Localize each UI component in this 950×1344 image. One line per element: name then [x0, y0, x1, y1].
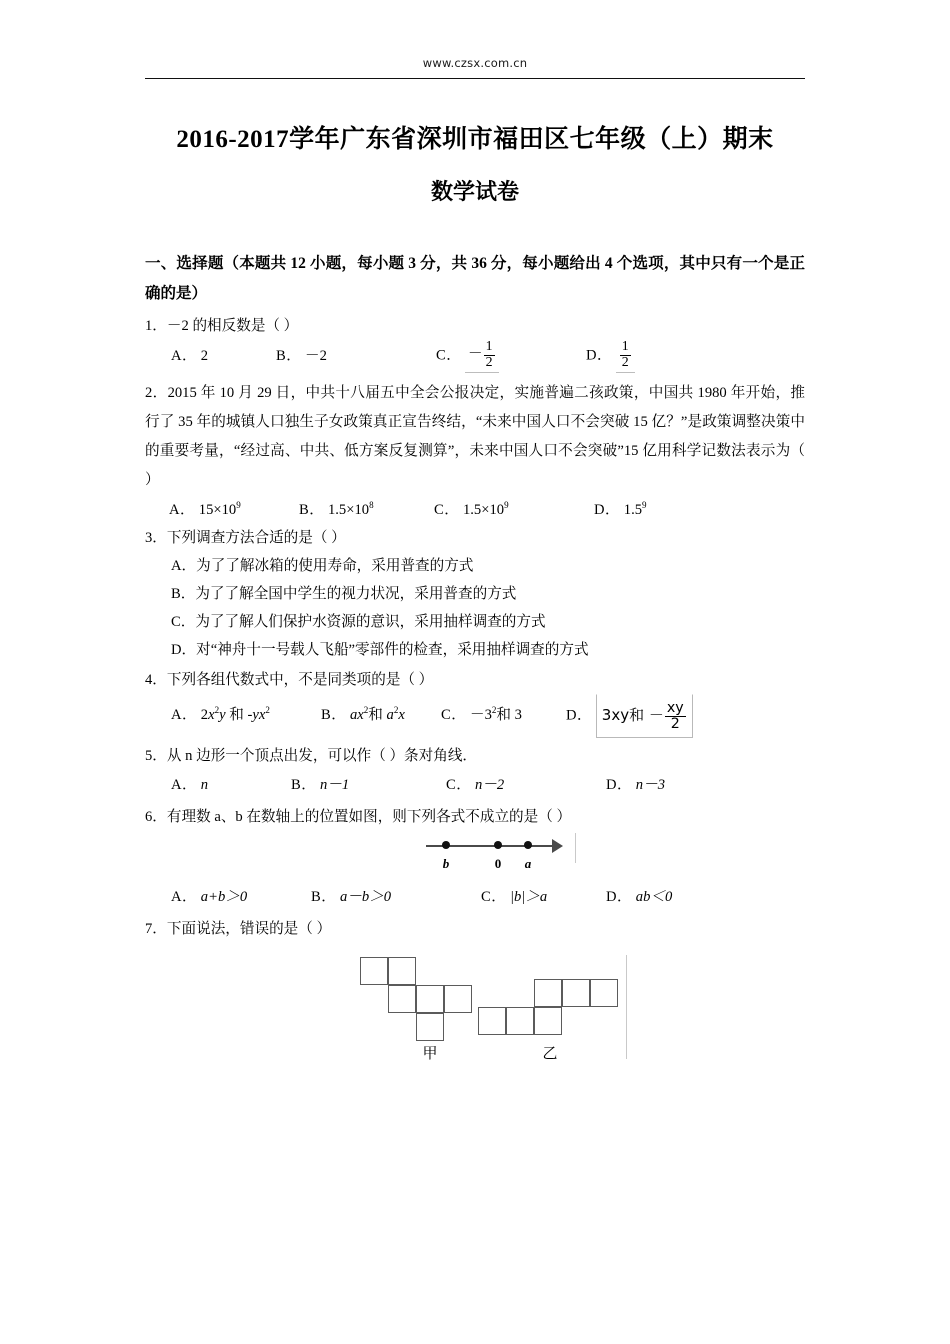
- question-5-number: 5．: [145, 748, 167, 765]
- option-3-b-value: 为了了解全国中学生的视力状况，采用普查的方式: [195, 585, 517, 602]
- number-line-point-a: [524, 841, 532, 849]
- net-jia-cell-r1c2: [388, 957, 416, 985]
- number-line-point-b: [442, 841, 450, 849]
- option-2-b-label: B．: [299, 501, 325, 518]
- question-2: [145, 379, 805, 524]
- option-3-a[interactable]: [171, 552, 805, 580]
- option-2-c-label: C．: [434, 501, 460, 518]
- question-4-text: 下列各组代数式中，不是同类项的是（ ）: [166, 672, 434, 689]
- option-1-a-label: A．: [171, 348, 198, 365]
- question-1-options: [145, 340, 805, 372]
- question-7-text: 下面说法，错误的是（ ）: [166, 921, 332, 938]
- option-3-c-value: 为了了解人们保护水资源的意识，采用抽样调查的方式: [195, 614, 546, 630]
- fraction-1-c-numerator: 1: [485, 339, 493, 355]
- option-1-c[interactable]: [436, 340, 586, 372]
- net-yi-cell-r1c5: [590, 979, 618, 1007]
- option-4-c-label: C．: [441, 707, 467, 724]
- option-1-c-label: C．: [436, 347, 462, 364]
- option-5-a[interactable]: [171, 771, 291, 799]
- question-2-text: 2015 年 10 月 29 日，中共十八届五中全会公报决定，实施普遍二孩政策，中国共 1980 年开始，推行了 35 年的城镇人口独生子女政策真正宣告终结，“未来中国人口不会突破 15 亿？”是政策调整决策中的重要考量，“经过高、中共、低方案反复测算”，未来中国人口不会突破”15 亿用科学记数法表示为（ ）: [145, 384, 805, 489]
- question-5: [145, 742, 805, 799]
- option-2-b-exponent: 8: [369, 500, 374, 511]
- option-1-b-label: B．: [276, 348, 302, 365]
- net-jia-caption: 甲: [422, 1044, 438, 1063]
- option-6-b-label: B．: [311, 889, 337, 906]
- option-1-a-value: 2: [200, 348, 209, 365]
- fraction-4-d: [665, 701, 686, 732]
- option-2-d-exponent: 9: [642, 500, 647, 511]
- question-2-stem: [145, 379, 805, 496]
- option-2-a-exponent: 9: [236, 500, 241, 511]
- option-2-b[interactable]: [299, 496, 434, 524]
- page-header: [145, 0, 805, 79]
- option-6-c-label: C．: [481, 889, 507, 906]
- option-6-b-value: a－b＞0: [339, 889, 392, 906]
- option-3-b-label: B．: [171, 585, 196, 602]
- arrow-right-icon: [552, 839, 563, 853]
- fraction-1-c-denominator: 2: [485, 354, 493, 370]
- cube-nets-diagram: [338, 949, 638, 1061]
- option-1-b-value: －2: [304, 348, 327, 365]
- question-1: [145, 312, 805, 372]
- option-5-d-value: n－3: [635, 776, 665, 793]
- option-2-a-label: A．: [169, 501, 196, 518]
- option-6-b[interactable]: [311, 883, 481, 911]
- net-yi-cell-r1c3: [534, 979, 562, 1007]
- number-line-diagram: [418, 835, 572, 871]
- option-5-c[interactable]: [446, 771, 606, 799]
- option-5-c-label: C．: [446, 776, 472, 793]
- question-5-options: [145, 770, 805, 799]
- number-line-point-0: [494, 841, 502, 849]
- net-jia-cell-r2c4: [444, 985, 472, 1013]
- exam-content: [145, 207, 805, 1062]
- question-3-text: 下列调查方法合适的是（ ）: [166, 529, 346, 546]
- option-4-b-label: B．: [321, 707, 347, 724]
- question-3-options: [145, 552, 805, 664]
- page-subtitle: 数学试卷: [430, 179, 519, 205]
- option-3-d-value: 对“神舟十一号载人飞船”零部件的检查，采用抽样调查的方式: [196, 642, 589, 659]
- net-jia-cell-r3c3: [416, 1013, 444, 1041]
- question-7-stem: [145, 915, 805, 943]
- option-4-d-value: [596, 694, 693, 738]
- option-3-c-label: C．: [171, 614, 196, 630]
- question-4-number: 4．: [145, 672, 167, 689]
- question-6-options: [145, 883, 805, 912]
- option-3-b[interactable]: [171, 580, 805, 608]
- option-3-d[interactable]: [171, 636, 805, 664]
- option-3-c[interactable]: [171, 608, 805, 636]
- option-5-a-value: n: [200, 776, 209, 793]
- option-4-b[interactable]: [321, 697, 441, 735]
- option-6-a-label: A．: [171, 889, 198, 906]
- question-2-number: 2．: [145, 384, 168, 401]
- net-jia-cell-r2c3: [416, 985, 444, 1013]
- number-line-label-a: a: [524, 855, 532, 871]
- question-3-number: 3．: [145, 529, 167, 546]
- option-2-d[interactable]: [594, 496, 647, 524]
- option-3-d-label: D．: [171, 642, 197, 659]
- option-2-d-label: D．: [594, 501, 621, 518]
- option-1-d[interactable]: [586, 340, 635, 372]
- option-4-d[interactable]: [566, 694, 693, 738]
- question-6-text: 有理数 a、b 在数轴上的位置如图，则下列各式不成立的是（ ）: [166, 808, 572, 825]
- question-1-number: 1．: [145, 318, 167, 335]
- figure-right-rule: [575, 833, 576, 863]
- number-line-label-b: b: [442, 855, 450, 871]
- option-6-d[interactable]: [606, 883, 672, 911]
- net-yi-cell-r2c3: [534, 1007, 562, 1035]
- option-4-d-lead: 3xy和 －: [601, 706, 664, 725]
- question-5-text: 从 n 边形一个顶点出发，可以作（ ）条对角线．: [166, 748, 478, 765]
- option-4-a-value: $2x^2y$ 和 $-yx^2$: [200, 705, 270, 724]
- section-heading: 一、选择题（本题共 12 小题，每小题 3 分，共 36 分，每小题给出 4 个选项，其中只有一个是正确的是）: [145, 254, 805, 302]
- question-6-stem: [145, 803, 805, 831]
- question-7-figure: [145, 949, 805, 1061]
- option-2-c-base: 1.5×10: [462, 501, 505, 518]
- option-6-a-value: a+b＞0: [200, 889, 248, 906]
- option-4-c[interactable]: [441, 697, 566, 735]
- number-line-label-0: 0: [494, 855, 502, 871]
- option-4-a[interactable]: [171, 697, 321, 735]
- net-jia-cell-r2c2: [388, 985, 416, 1013]
- option-4-c-value: $-3^2$和 3: [469, 705, 522, 724]
- net-yi-cell-r2c1: [478, 1007, 506, 1035]
- option-2-d-base: 1.5: [623, 501, 643, 518]
- question-6-number: 6．: [145, 808, 167, 825]
- question-7-number: 7．: [145, 921, 167, 938]
- net-yi-cell-r1c4: [562, 979, 590, 1007]
- question-7: [145, 915, 805, 1061]
- option-2-c-exponent: 9: [504, 500, 509, 511]
- nets-right-rule: [626, 955, 627, 1059]
- option-5-b[interactable]: [291, 771, 446, 799]
- option-1-d-value: [616, 340, 635, 372]
- net-yi-cell-r2c2: [506, 1007, 534, 1035]
- fraction-1-d: [620, 340, 631, 370]
- option-6-a[interactable]: [171, 883, 311, 911]
- option-5-d[interactable]: [606, 771, 665, 799]
- question-2-options: [145, 495, 805, 524]
- question-5-stem: [145, 742, 805, 770]
- option-2-c[interactable]: [434, 496, 594, 524]
- question-3-stem: [145, 524, 805, 552]
- option-5-c-value: n－2: [474, 776, 505, 793]
- option-4-d-label: D．: [566, 707, 593, 724]
- option-5-b-value: n－1: [319, 776, 350, 793]
- fraction-4-d-denominator: 2: [665, 716, 686, 732]
- option-1-d-label: D．: [586, 347, 613, 364]
- option-4-a-label: A．: [171, 707, 198, 724]
- question-1-stem: [145, 312, 805, 340]
- question-4-options: [145, 694, 805, 738]
- option-4-b-value: $ax^2$和 $a^2x$: [349, 705, 405, 724]
- option-2-a-base: 15×10: [198, 501, 237, 518]
- option-1-a[interactable]: [171, 342, 276, 370]
- page-title: 2016-2017学年广东省深圳市福田区七年级（上）期末: [176, 125, 774, 153]
- fraction-1-d-denominator: 2: [621, 354, 629, 370]
- option-1-c-value: [465, 340, 499, 372]
- question-4: [145, 666, 805, 738]
- question-6-figure: [145, 835, 805, 881]
- option-1-c-sign: －: [467, 346, 483, 363]
- net-yi-caption: 乙: [542, 1044, 558, 1063]
- option-5-d-label: D．: [606, 776, 633, 793]
- question-1-text: －2 的相反数是（ ）: [166, 318, 299, 335]
- fraction-4-d-numerator: xy: [666, 699, 684, 716]
- question-6: [145, 803, 805, 912]
- option-6-d-value: ab＜0: [635, 889, 673, 906]
- option-6-c-value: |b|＞a: [509, 889, 548, 906]
- header-divider: [145, 78, 805, 79]
- fraction-1-c: [484, 340, 495, 370]
- option-5-a-label: A．: [171, 776, 198, 793]
- option-1-b[interactable]: [276, 342, 436, 370]
- option-6-c[interactable]: [481, 883, 606, 911]
- net-jia-cell-r1c1: [360, 957, 388, 985]
- option-6-d-label: D．: [606, 889, 633, 906]
- option-5-b-label: B．: [291, 776, 317, 793]
- fraction-1-d-numerator: 1: [621, 339, 629, 355]
- question-3: [145, 524, 805, 664]
- question-4-stem: [145, 666, 805, 694]
- option-2-a[interactable]: [169, 496, 299, 524]
- site-url: www.czsx.com.cn: [422, 56, 528, 70]
- option-3-a-value: 为了了解冰箱的使用寿命，采用普查的方式: [196, 557, 474, 574]
- option-2-b-base: 1.5×10: [327, 501, 370, 518]
- option-3-a-label: A．: [171, 557, 197, 574]
